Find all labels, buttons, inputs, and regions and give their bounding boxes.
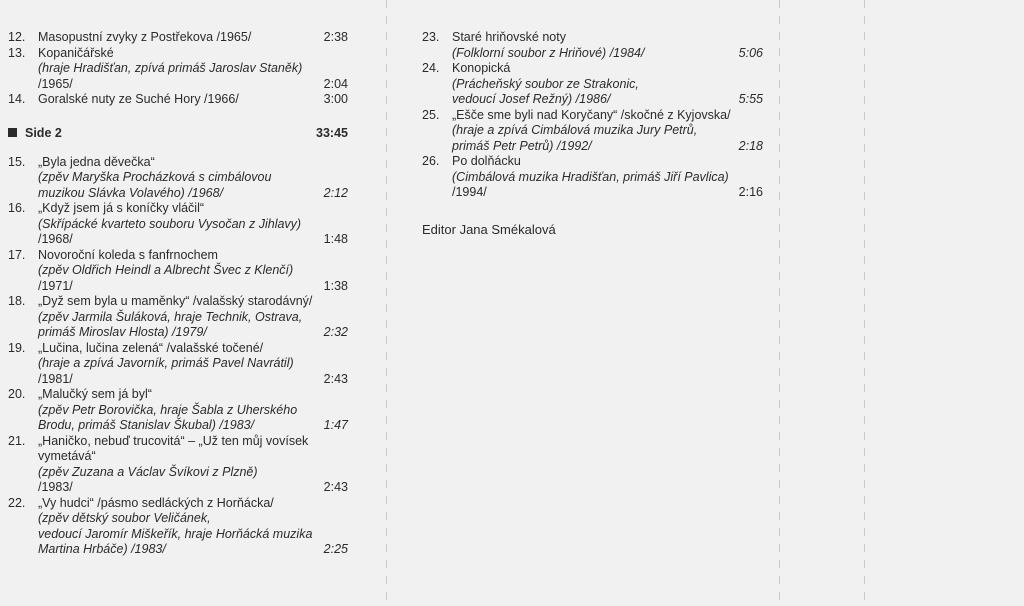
track-year: /1981/ 2:43 bbox=[38, 371, 348, 386]
track-row bbox=[8, 92, 348, 108]
track-duration: 3:00 bbox=[323, 92, 348, 106]
track-duration: 5:55 bbox=[738, 92, 763, 106]
track-credits: (hraje a zpívá Javorník, primáš Pavel Navrátil) bbox=[38, 356, 294, 370]
track-duration: 2:43 bbox=[323, 371, 348, 386]
editor-credit: Editor Jana Smékalová bbox=[422, 221, 556, 237]
track-row bbox=[422, 61, 763, 108]
track-row bbox=[8, 30, 348, 46]
track-number: 12. bbox=[8, 30, 26, 44]
track-credits: primáš Petr Petrů) /1992/ 2:18 bbox=[452, 138, 763, 153]
track-duration: 2:32 bbox=[323, 325, 348, 339]
track-row bbox=[422, 154, 763, 201]
track-title: „Byla jedna děvečka“ bbox=[38, 154, 155, 169]
track-title: Kopaničářské bbox=[38, 45, 114, 60]
track-year: /1971/ 1:38 bbox=[38, 278, 348, 293]
track-duration: 2:12 bbox=[323, 185, 348, 200]
track-credits: muzikou Slávka Volavého) /1968/ 2:12 bbox=[38, 185, 348, 200]
track-number: 17. bbox=[8, 247, 26, 262]
track-row bbox=[8, 341, 348, 388]
track-list-top bbox=[8, 30, 348, 108]
track-credits: vedoucí Josef Režný) /1986/ 5:55 bbox=[452, 92, 763, 106]
track-duration: 2:38 bbox=[323, 30, 348, 44]
track-duration: 2:43 bbox=[323, 480, 348, 494]
track-credits: (zpěv dětský soubor Veličánek, bbox=[38, 511, 211, 525]
track-credits: (hraje a zpívá Cimbálová muzika Jury Petrů, bbox=[452, 123, 698, 137]
track-credits: Brodu, primáš Stanislav Škubal) /1983/ 1:47 bbox=[38, 418, 348, 432]
track-title: „Haničko, nebuď trucovitá“ – „Už ten můj vovísek bbox=[38, 433, 309, 448]
track-credits: Martina Hrbáče) /1983/ 2:25 bbox=[38, 542, 348, 556]
track-credits: (zpěv Petr Borovička, hraje Šabla z Uherského bbox=[38, 402, 298, 417]
track-duration: 1:48 bbox=[323, 232, 348, 246]
fold-line-left bbox=[386, 0, 387, 606]
track-title: Po dolňácku bbox=[452, 154, 521, 168]
track-title: Goralské nuty ze Suché Hory /1966/ 3:00 bbox=[38, 92, 348, 106]
track-credits: (Skřípácké kvarteto souboru Vysočan z Jihlavy) bbox=[38, 216, 302, 231]
track-number: 21. bbox=[8, 433, 26, 448]
track-number: 23. bbox=[422, 30, 440, 44]
track-credits: (zpěv Zuzana a Václav Švíkovi z Plzně) bbox=[38, 464, 258, 479]
track-duration: 2:04 bbox=[323, 76, 348, 91]
track-duration: 2:18 bbox=[738, 138, 763, 153]
track-number: 13. bbox=[8, 45, 26, 60]
track-number: 26. bbox=[422, 154, 440, 168]
track-title: Konopická bbox=[452, 61, 511, 75]
track-credits: (zpěv Oldřich Heindl a Albrecht Švec z Klenčí) bbox=[38, 263, 294, 277]
track-year: /1968/ 1:48 bbox=[38, 232, 348, 246]
right-column bbox=[422, 30, 763, 237]
track-credits: (Prácheňský soubor ze Strakonic, bbox=[452, 76, 639, 91]
track-credits: primáš Miroslav Hlosta) /1979/ 2:32 bbox=[38, 325, 348, 339]
track-list-side-2 bbox=[8, 155, 348, 558]
track-row bbox=[8, 155, 348, 202]
track-list-right bbox=[422, 30, 763, 201]
track-title: „Ešče sme byli nad Koryčany“ /skočné z Kyjovska/ bbox=[452, 107, 731, 122]
left-column bbox=[8, 30, 348, 558]
track-title: „Lučina, lučina zelená“ /valašské točené/ bbox=[38, 340, 264, 355]
track-credits: (hraje Hradišťan, zpívá primáš Jaroslav Staněk) bbox=[38, 61, 303, 75]
square-bullet-icon bbox=[8, 128, 17, 137]
side-2-header bbox=[8, 125, 348, 141]
fold-line-right bbox=[864, 0, 865, 606]
track-row bbox=[8, 201, 348, 248]
track-duration: 1:38 bbox=[323, 278, 348, 293]
track-title: Staré hriňovské noty bbox=[452, 30, 566, 44]
track-duration: 5:06 bbox=[738, 45, 763, 60]
track-title: Novoroční koleda s fanfrnochem bbox=[38, 247, 218, 262]
track-credits: (Folklorní soubor z Hriňové) /1984/ 5:06 bbox=[452, 45, 763, 60]
track-number: 18. bbox=[8, 294, 26, 308]
track-year: /1965/ 2:04 bbox=[38, 76, 348, 91]
track-number: 14. bbox=[8, 92, 26, 106]
track-row bbox=[8, 496, 348, 558]
track-year: /1983/ 2:43 bbox=[38, 480, 348, 494]
track-row bbox=[422, 30, 763, 61]
track-row bbox=[422, 108, 763, 155]
track-title: Masopustní zvyky z Postřekova /1965/ 2:38 bbox=[38, 30, 348, 44]
track-row bbox=[8, 387, 348, 434]
track-credits: (zpěv Maryška Procházková s cimbálovou bbox=[38, 170, 272, 184]
track-credits: (zpěv Jarmila Šuláková, hraje Technik, Ostrava, bbox=[38, 309, 303, 324]
track-row bbox=[8, 46, 348, 93]
fold-line-middle bbox=[779, 0, 780, 606]
track-number: 24. bbox=[422, 61, 440, 75]
track-number: 16. bbox=[8, 201, 26, 215]
track-duration: 2:16 bbox=[738, 185, 763, 199]
track-duration: 1:47 bbox=[323, 418, 348, 432]
track-number: 22. bbox=[8, 495, 26, 510]
track-number: 19. bbox=[8, 340, 26, 355]
track-duration: 2:25 bbox=[323, 542, 348, 556]
track-title: „Malučký sem já byl“ bbox=[38, 387, 152, 401]
track-year: /1994/ 2:16 bbox=[452, 185, 763, 199]
track-row bbox=[8, 248, 348, 295]
track-number: 20. bbox=[8, 387, 26, 401]
track-title-continued: vymetává“ bbox=[38, 449, 96, 463]
track-number: 25. bbox=[422, 107, 440, 122]
track-title: „Vy hudci“ /pásmo sedláckých z Horňácka/ bbox=[38, 495, 274, 510]
track-row bbox=[8, 434, 348, 496]
side-label: Side 2 bbox=[25, 125, 62, 140]
track-number: 15. bbox=[8, 154, 26, 169]
track-credits: vedoucí Jaromír Miškeřík, hraje Horňácká muzika bbox=[38, 526, 313, 541]
side-duration: 33:45 bbox=[316, 125, 348, 140]
track-row bbox=[8, 294, 348, 341]
track-title: „Když jsem já s koníčky vláčil“ bbox=[38, 201, 205, 215]
track-credits: (Cimbálová muzika Hradišťan, primáš Jiří Pavlica) bbox=[452, 169, 729, 184]
track-title: „Dyž sem byla u maměnky“ /valašský starodávný/ bbox=[38, 294, 313, 308]
